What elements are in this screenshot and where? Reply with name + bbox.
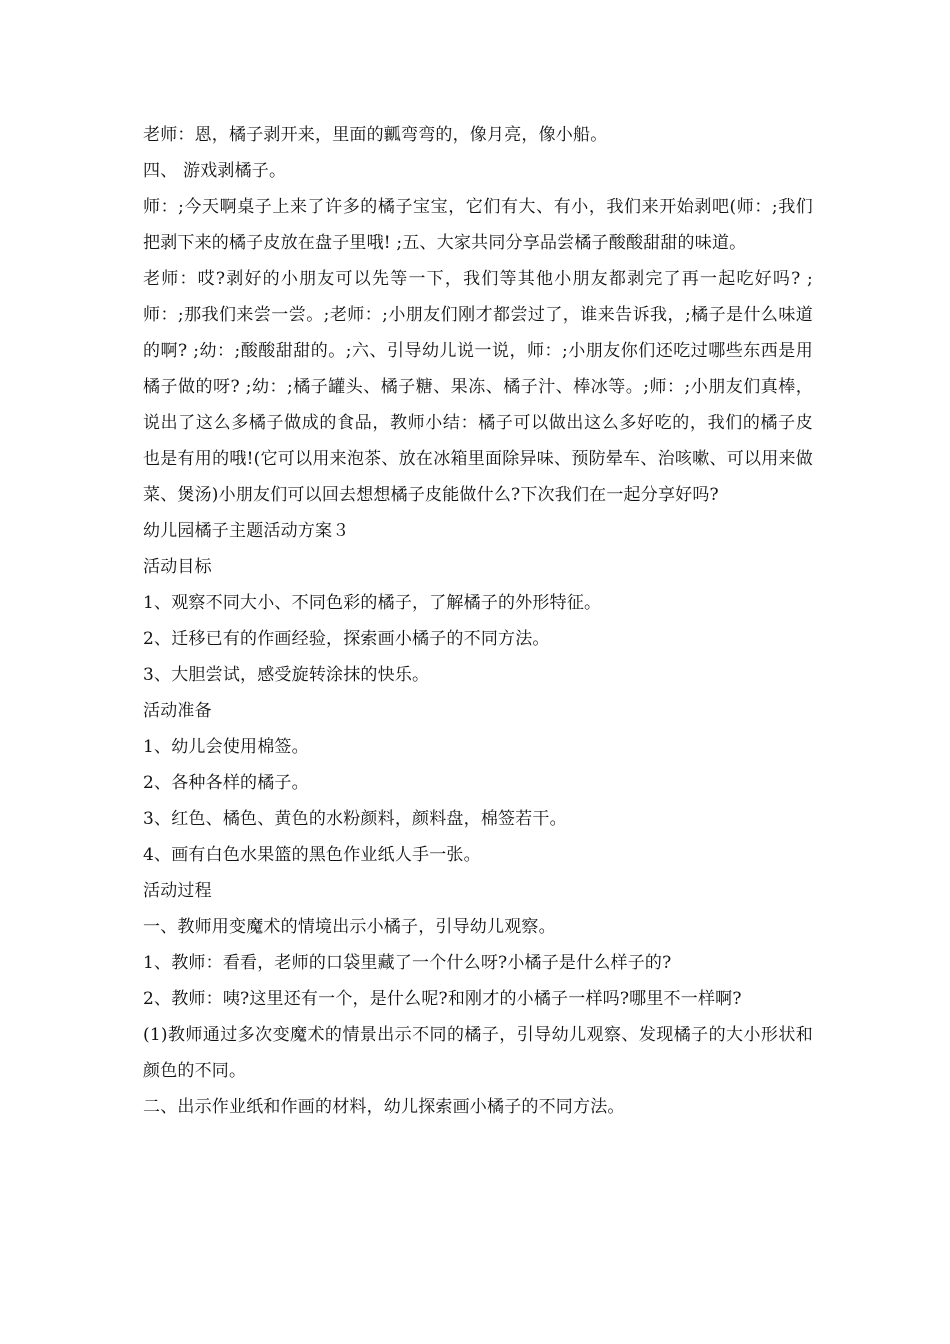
heading-activity-preparation: 活动准备 xyxy=(143,701,212,721)
goal-item-2: 2、迁移已有的作画经验，探索画小橘子的不同方法。 xyxy=(143,629,550,649)
process-item-1: 1、教师：看看，老师的口袋里藏了一个什么呀?小橘子是什么样子的? xyxy=(143,953,672,973)
process-step-1: 一、教师用变魔术的情境出示小橘子，引导幼儿观察。 xyxy=(143,917,556,937)
prep-item-4: 4、画有白色水果篮的黑色作业纸人手一张。 xyxy=(143,845,481,865)
process-subitem-1: (1)教师通过多次变魔术的情景出示不同的橘子，引导幼儿观察、发现橘子的大小形状和颜色的不同。 xyxy=(143,1025,813,1081)
process-step-2: 二、出示作业纸和作画的材料，幼儿探索画小橘子的不同方法。 xyxy=(143,1097,625,1117)
goal-item-1: 1、观察不同大小、不同色彩的橘子，了解橘子的外形特征。 xyxy=(143,593,602,613)
paragraph-teacher-orange-opened: 老师：恩，橘子剥开来，里面的瓤弯弯的，像月亮，像小船。 xyxy=(143,125,608,145)
document-body xyxy=(143,117,813,1125)
prep-item-1: 1、幼儿会使用棉签。 xyxy=(143,737,309,757)
paragraph-peel-game: 师：;今天啊桌子上来了许多的橘子宝宝，它们有大、有小，我们来开始剥吧(师：;我们把剥下来的橘子皮放在盘子里哦! ;五、大家共同分享品尝橘子酸酸甜甜的味道。 xyxy=(143,197,813,253)
goal-item-3: 3、大胆尝试，感受旋转涂抹的快乐。 xyxy=(143,665,430,685)
process-item-2: 2、教师：咦?这里还有一个，是什么呢?和刚才的小橘子一样吗?哪里不一样啊? xyxy=(143,989,742,1009)
heading-plan-3: 幼儿园橘子主题活动方案３ xyxy=(143,521,350,541)
prep-item-2: 2、各种各样的橘子。 xyxy=(143,773,309,793)
heading-activity-process: 活动过程 xyxy=(143,881,212,901)
paragraph-section-4: 四、 游戏剥橘子。 xyxy=(143,161,287,181)
heading-activity-goals: 活动目标 xyxy=(143,557,212,577)
prep-item-3: 3、红色、橘色、黄色的水粉颜料，颜料盘，棉签若干。 xyxy=(143,809,567,829)
paragraph-tasting: 老师：哎?剥好的小朋友可以先等一下，我们等其他小朋友都剥完了再一起吃好吗? ;师：;那我们来尝一尝。;老师：;小朋友们刚才都尝过了，谁来告诉我，;橘子是什么味道的啊? ;幼：;酸酸甜甜的。;六、引导幼儿说一说，师：;小朋友你们还吃过哪些东西是用橘子做的呀? ;幼：;橘子罐头、橘子糖、果冻、橘子汁、棒冰等。;师：;小朋友们真棒，说出了这么多橘子做成的食品，教师小结：橘子可以做出这么多好吃的，我们的橘子皮也是有用的哦!(它可以用来泡茶、放在冰箱里面除异味、预防晕车、治咳嗽、可以用来做菜、煲汤)小朋友们可以回去想想橘子皮能做什么?下次我们在一起分享好吗? xyxy=(143,269,813,505)
